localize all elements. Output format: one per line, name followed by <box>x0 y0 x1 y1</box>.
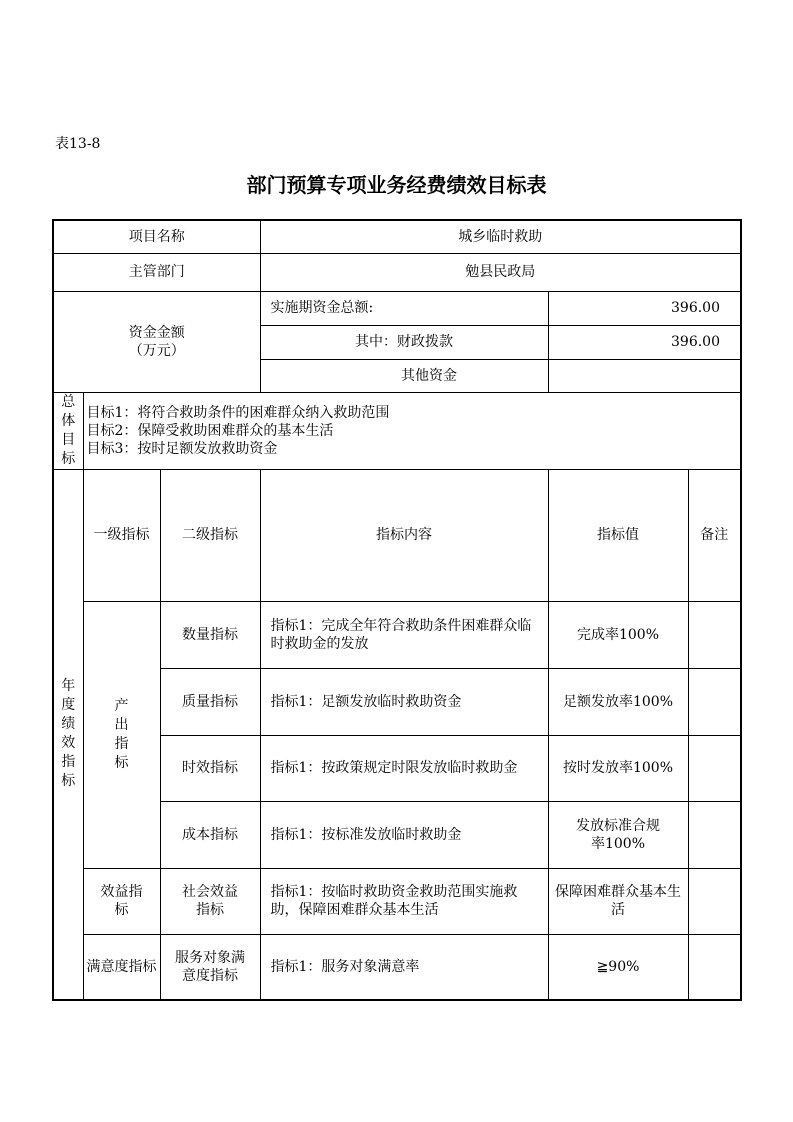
project-name-value: 城乡临时救助 <box>260 220 741 253</box>
funds-fiscal-label: 其中：财政拨款 <box>260 325 548 359</box>
level2-quantity: 数量指标 <box>160 601 260 668</box>
funds-total-label: 实施期资金总额: <box>260 291 548 325</box>
level2-social-benefit: 社会效益指标 <box>160 868 260 934</box>
content-timeliness: 指标1：按政策规定时限发放临时救助金 <box>260 735 548 801</box>
content-social-benefit: 指标1：按临时救助资金救助范围实施救助，保障困难群众基本生活 <box>260 868 548 934</box>
funds-total-value: 396.00 <box>548 291 741 325</box>
output-label-char: 标 <box>114 754 129 771</box>
annual-label-char: 绩 <box>61 716 76 733</box>
level2-timeliness: 时效指标 <box>160 735 260 801</box>
value-cost: 发放标准合规率100% <box>548 801 688 868</box>
funds-unit-text: （万元） <box>128 342 185 359</box>
value-quantity: 完成率100% <box>548 601 688 668</box>
level2-service-satisfaction: 服务对象满意度指标 <box>160 934 260 1000</box>
header-level1: 一级指标 <box>83 469 160 601</box>
level2-quality: 质量指标 <box>160 668 260 735</box>
note-timeliness <box>688 735 741 801</box>
funds-other-label: 其他资金 <box>260 359 548 392</box>
project-row <box>53 220 741 253</box>
page-title: 部门预算专项业务经费绩效目标表 <box>246 173 547 197</box>
overall-goal-content <box>83 392 741 469</box>
funds-label <box>53 291 260 392</box>
funds-fiscal-value: 396.00 <box>548 325 741 359</box>
output-label-char: 出 <box>114 716 129 733</box>
overall-goal-label <box>53 392 83 469</box>
value-timeliness: 按时发放率100% <box>548 735 688 801</box>
benefit-indicator-label: 效益指标 <box>83 868 160 934</box>
overall-goal-label-char: 总 <box>61 393 76 410</box>
content-quality: 指标1：足额发放临时救助资金 <box>260 668 548 735</box>
indicator-header-row <box>53 469 741 601</box>
output-label-char: 产 <box>114 697 129 714</box>
content-cost: 指标1：按标准发放临时救助金 <box>260 801 548 868</box>
value-service-satisfaction: ≧90% <box>548 934 688 1000</box>
project-name-label: 项目名称 <box>53 220 260 253</box>
department-label: 主管部门 <box>53 253 260 291</box>
department-row <box>53 253 741 291</box>
overall-goal-label-char: 标 <box>61 450 76 467</box>
note-social-benefit <box>688 868 741 934</box>
overall-goal-item: 目标1：将符合救助条件的困难群众纳入救助范围 <box>86 404 390 421</box>
annual-label-char: 年 <box>61 678 76 695</box>
annual-label-char: 标 <box>61 773 76 790</box>
annual-label-char: 效 <box>61 735 76 752</box>
overall-goal-item: 目标2：保障受救助困难群众的基本生活 <box>86 422 334 439</box>
table-row <box>53 601 741 668</box>
note-quantity <box>688 601 741 668</box>
note-cost <box>688 801 741 868</box>
table-code: 表13-8 <box>55 136 101 152</box>
funds-label-text: 资金金额 <box>128 324 185 341</box>
content-quantity: 指标1：完成全年符合救助条件困难群众临时救助金的发放 <box>260 601 548 668</box>
annual-label-char: 指 <box>61 754 76 771</box>
annual-indicator-label <box>53 469 83 1000</box>
note-service-satisfaction <box>688 934 741 1000</box>
performance-target-table <box>52 219 742 1001</box>
output-label-char: 指 <box>114 735 129 752</box>
annual-label-char: 度 <box>61 697 76 714</box>
overall-goal-row <box>53 392 741 469</box>
funds-other-value <box>548 359 741 392</box>
table-row <box>53 934 741 1000</box>
header-content: 指标内容 <box>260 469 548 601</box>
overall-goal-item: 目标3：按时足额发放救助资金 <box>86 440 278 457</box>
funds-total-row <box>53 291 741 325</box>
table-row <box>53 868 741 934</box>
satisfaction-indicator-label: 满意度指标 <box>83 934 160 1000</box>
header-value: 指标值 <box>548 469 688 601</box>
output-indicator-label <box>83 601 160 868</box>
level2-cost: 成本指标 <box>160 801 260 868</box>
header-note: 备注 <box>688 469 741 601</box>
department-value: 勉县民政局 <box>260 253 741 291</box>
header-level2: 二级指标 <box>160 469 260 601</box>
value-social-benefit: 保障困难群众基本生活 <box>548 868 688 934</box>
overall-goal-label-char: 体 <box>61 412 76 429</box>
content-service-satisfaction: 指标1：服务对象满意率 <box>260 934 548 1000</box>
overall-goal-label-char: 目 <box>61 431 76 448</box>
value-quality: 足额发放率100% <box>548 668 688 735</box>
note-quality <box>688 668 741 735</box>
